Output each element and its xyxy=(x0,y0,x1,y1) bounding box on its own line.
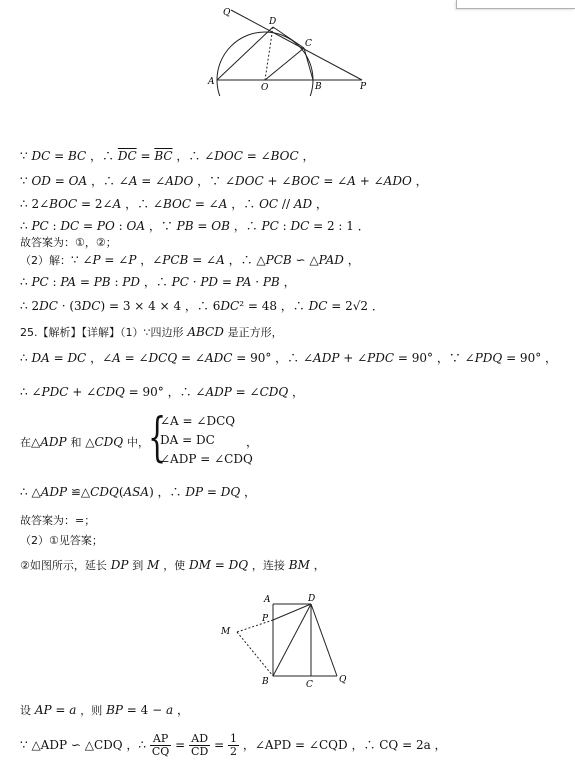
solution-line: ∴ 2∠BOC = 2∠A ，∴ ∠BOC = ∠A ，∴ OC // AD ， xyxy=(20,197,328,211)
fig1-label-o: O xyxy=(261,83,269,93)
solution-line: ∴ △ADP ≌△CDQ(ASA) ，∴ DP = DQ ， xyxy=(20,485,257,499)
fig2-label-p: P xyxy=(262,614,269,624)
solution-line: ②如图所示，延长 DP 到 M ，使 DM = DQ ，连接 BM ， xyxy=(20,558,326,572)
final-part-1: ∵ △ADP ∽ △CDQ ，∴ xyxy=(20,738,147,752)
equals-sign: = xyxy=(214,738,225,752)
fig1-label-d: D xyxy=(269,17,277,27)
fraction-one-half xyxy=(228,733,239,758)
fig1-label-q: Q xyxy=(223,8,231,18)
fraction-numerator: AD xyxy=(189,733,210,746)
fig1-label-c: C xyxy=(305,39,312,49)
solution-line: ∴ DA = DC ，∠A = ∠DCQ = ∠ADC = 90° ，∴ ∠ADP + ∠PDC = 90° ，∵ ∠PDQ = 90° ， xyxy=(20,351,558,365)
page-corner-fold xyxy=(456,0,575,9)
solution-line: （2）①见答案； xyxy=(20,534,103,547)
final-part-2: ，∠APD = ∠CQD ，∴ CQ = 2a ， xyxy=(242,738,447,752)
system-row-2: DA = DC xyxy=(160,433,215,447)
problem-heading: 25.【解析】【详解】（1）∵四边形 ABCD 是正方形， xyxy=(20,325,283,339)
solution-line: ∴ 2DC · (3DC) = 3 × 4 × 4 ，∴ 6DC² = 48 ，∴ DC = 2√2 ． xyxy=(20,299,384,313)
solution-line: ∴ ∠PDC + ∠CDQ = 90° ，∴ ∠ADP = ∠CDQ ， xyxy=(20,385,305,399)
fig2-label-b: B xyxy=(262,677,269,687)
final-solution-line xyxy=(20,730,447,760)
fraction-denominator: CQ xyxy=(151,745,170,758)
fraction-numerator: AP xyxy=(150,733,171,746)
solution-line: 设 AP = a ，则 BP = 4 − a ， xyxy=(20,703,189,717)
solution-line: ∴ PC : DC = PO : OA ，∵ PB = OB ，∴ PC : DC = 2 : 1 ． xyxy=(20,219,370,233)
equals-sign: = xyxy=(175,738,186,752)
fraction-ad-cd xyxy=(189,733,210,758)
fig1-label-b: B xyxy=(315,82,322,92)
equation-system xyxy=(148,408,259,470)
fig2-label-d: D xyxy=(308,594,316,604)
solution-line: ∵ DC = BC ，∴ $\overline{DC} = \overline{BC}$ ，∴ ∠DOC = ∠BOC ， xyxy=(20,149,315,163)
fig2-label-m: M xyxy=(221,627,231,637)
brace-symbol: { xyxy=(148,408,167,468)
system-row-3: ∠ADP = ∠CDQ xyxy=(160,452,253,466)
answer-line: 故答案为：=； xyxy=(20,514,96,527)
fig2-label-q: Q xyxy=(339,675,347,685)
answer-line: 故答案为：①，②； xyxy=(20,236,117,249)
figure-circle-diagram xyxy=(205,4,375,96)
system-trailing-comma: ， xyxy=(246,435,259,449)
fraction-ap-cq xyxy=(150,733,171,758)
fig2-label-c: C xyxy=(306,680,313,690)
fig2-label-a: A xyxy=(264,595,271,605)
solution-line: ∴ PC : PA = PB : PD ，∴ PC · PD = PA · PB ， xyxy=(20,275,296,289)
fraction-numerator: 1 xyxy=(230,732,237,745)
solution-line: （2）解：∵ ∠P = ∠P ，∠PCB = ∠A ，∴ △PCB ∽ △PAD ， xyxy=(20,253,360,267)
fraction-denominator: 2 xyxy=(230,745,237,758)
figure-square-diagram xyxy=(215,590,355,690)
solution-line: ∵ OD = OA ，∴ ∠A = ∠ADO ，∵ ∠DOC + ∠BOC = ∠A + ∠ADO ， xyxy=(20,174,428,188)
fig1-label-a: A xyxy=(208,77,215,87)
fraction-denominator: CD xyxy=(191,745,209,758)
solution-line: 在△ADP 和 △CDQ 中， xyxy=(20,435,149,449)
fig1-label-p: P xyxy=(360,82,367,92)
system-row-1: ∠A = ∠DCQ xyxy=(160,414,236,428)
